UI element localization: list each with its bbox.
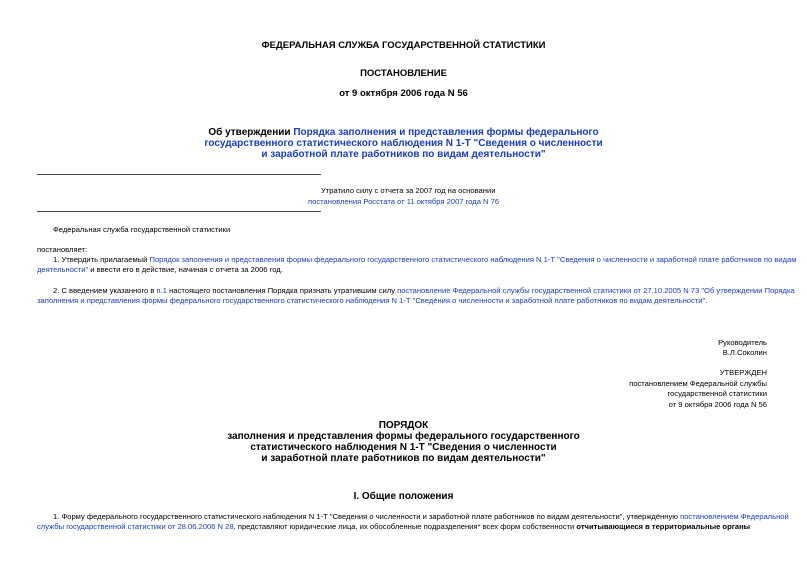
decrees-text: постановляет: (37, 245, 88, 254)
procedure-line1: заполнения и представления формы федерального государственного (227, 431, 580, 442)
subject-link-line2[interactable]: государственного статистического наблюдения N 1-Т "Сведения о численности (204, 138, 603, 149)
p1-link-cont[interactable]: деятельности" (37, 265, 89, 274)
approval-line3: от 9 октября 2006 года N 56 (668, 399, 767, 409)
signature-role: Руководитель (718, 338, 767, 347)
p2-decree-link-cont[interactable]: заполнения и представления формы федерального государственного статистического наблюдения N 1-Т "Сведения о численности и заработной плате работников по видам деятельности" (37, 296, 706, 305)
validity-link[interactable]: постановления Росстата от 11 октября 2007 года N 76 (308, 197, 500, 206)
paragraph-2 (37, 286, 795, 306)
sec-p1-mid: , представляют юридические лица, их обособленные подразделения* всех форм собственности (233, 522, 577, 531)
p2-mid: настоящего постановления Порядка признать утратившим силу (167, 286, 398, 295)
sec-p1-link-cont[interactable]: службы государственной статистики от 28.06.2006 N 28 (37, 522, 234, 531)
procedure-line3: и заработной плате работников по видам деятельности" (261, 453, 546, 464)
divider-top (37, 174, 321, 175)
p2-decree-link[interactable]: постановление Федеральной службы государственной статистики от 27.10.2005 N 73 "Об утверждении Порядка (397, 286, 795, 295)
validity-note: Утратило силу с отчета за 2007 год на основании (321, 186, 496, 195)
document-subject (0, 127, 807, 160)
issuer-text: Федеральная служба государственной статистики (53, 225, 231, 234)
p1-link[interactable]: Порядок заполнения и представления формы федерального государственного статистического наблюдения N 1-Т "Сведения о численности и заработной плате работников по видам (149, 255, 797, 264)
sec-p1-bold: отчитывающиеся в территориальные органы (576, 522, 751, 531)
procedure-line2: статистического наблюдения N 1-Т "Сведения о численности (250, 442, 557, 453)
section-title: I. Общие положения (353, 491, 454, 502)
approval-line2: государственной статистики (667, 389, 767, 398)
p1-end: и ввести его в действие, начиная с отчета за 2006 год. (88, 265, 283, 274)
signature-name: В.Л.Соколин (722, 348, 767, 357)
sec-p1-start: 1. Форму федерального государственного статистического наблюдения N 1-Т "Сведения о численности и заработной плате работников по видам деятельности", утверждённую (53, 512, 681, 521)
approval-block (629, 368, 767, 410)
approval-line1: постановлением Федеральной службы (629, 378, 767, 388)
sec-p1-link[interactable]: постановлением Федеральной (680, 512, 789, 521)
subject-link-line3[interactable]: и заработной плате работников по видам деятельности" (261, 149, 546, 160)
p1-start: 1. Утвердить прилагаемый (53, 255, 150, 264)
subject-prefix: Об утверждении (208, 127, 294, 138)
agency-title: ФЕДЕРАЛЬНАЯ СЛУЖБА ГОСУДАРСТВЕННОЙ СТАТИСТИКИ (261, 40, 546, 51)
approval-label: УТВЕРЖДЕН (719, 368, 767, 377)
p2-start: 2. С введением указанного в (53, 286, 157, 295)
p2-end: . (705, 296, 708, 305)
document-type: ПОСТАНОВЛЕНИЕ (360, 68, 447, 79)
divider-bottom (37, 211, 321, 212)
procedure-title: ПОРЯДОК (378, 420, 429, 431)
subject-link-line1[interactable]: Порядка заполнения и представления формы федерального (293, 127, 599, 138)
procedure-title-block (0, 420, 807, 464)
p2-point-link[interactable]: п.1 (156, 286, 167, 295)
document-date: от 9 октября 2006 года N 56 (339, 88, 468, 99)
section-paragraph-1 (37, 512, 789, 532)
paragraph-1 (37, 255, 797, 275)
